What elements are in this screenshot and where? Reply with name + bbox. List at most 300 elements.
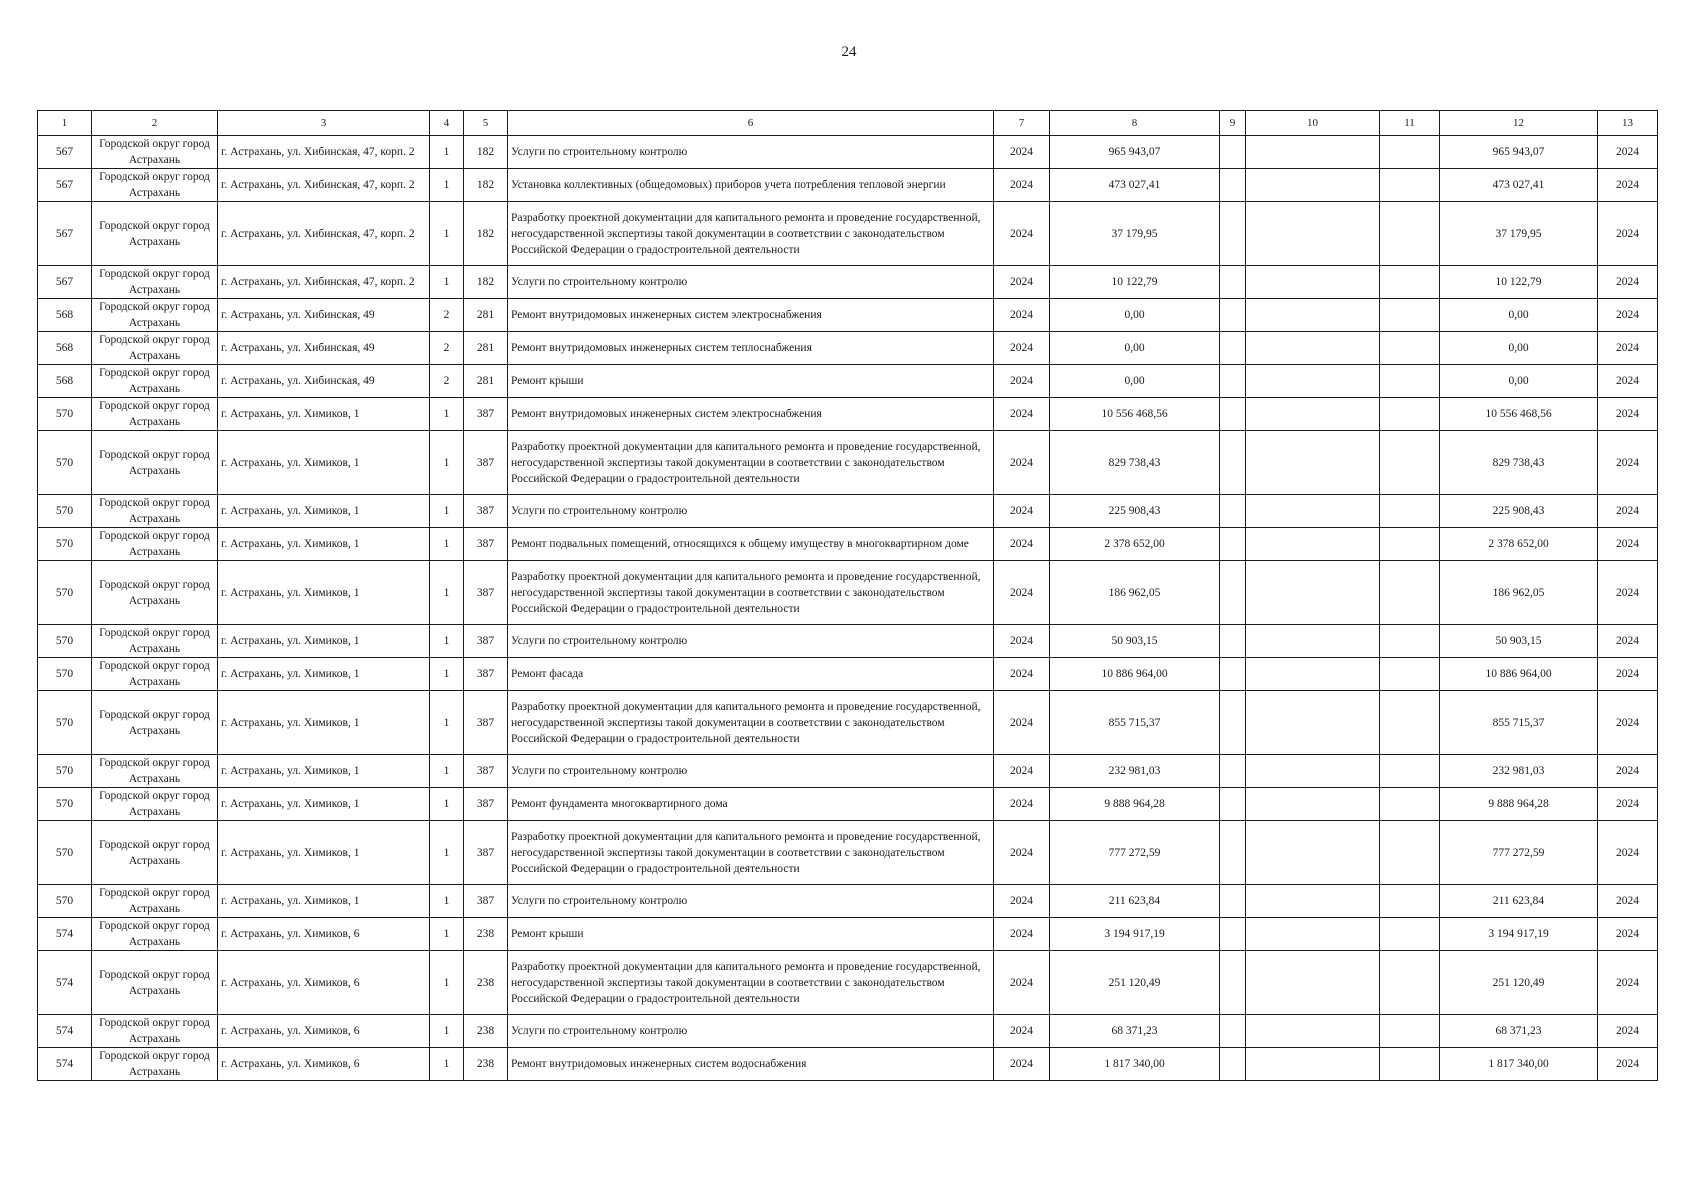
year-cell: 2024	[994, 398, 1050, 431]
cost-cell: 777 272,59	[1050, 821, 1220, 885]
table-row	[38, 918, 1658, 951]
column-10-cell	[1246, 951, 1380, 1015]
column-5-cell: 238	[464, 918, 508, 951]
column-10-cell	[1246, 169, 1380, 202]
municipality-cell: Городской округ город Астрахань	[92, 266, 218, 299]
row-number: 570	[38, 885, 92, 918]
completion-year-cell: 2024	[1598, 1048, 1658, 1081]
municipality-cell: Городской округ город Астрахань	[92, 691, 218, 755]
work-type-cell: Разработку проектной документации для капитального ремонта и проведение государственной, негосударственной экспертизы такой документации в соответствии с законодательством Российской Федерации о градостроительной деятельности	[508, 202, 994, 266]
column-9-cell	[1220, 431, 1246, 495]
address-cell: г. Астрахань, ул. Химиков, 1	[218, 495, 430, 528]
column-4-cell: 1	[430, 788, 464, 821]
column-4-cell: 1	[430, 1015, 464, 1048]
column-4-cell: 1	[430, 528, 464, 561]
column-11-cell	[1380, 528, 1440, 561]
row-number: 570	[38, 658, 92, 691]
work-type-cell: Разработку проектной документации для капитального ремонта и проведение государственной, негосударственной экспертизы такой документации в соответствии с законодательством Российской Федерации о градостроительной деятельности	[508, 691, 994, 755]
address-cell: г. Астрахань, ул. Химиков, 6	[218, 1015, 430, 1048]
work-type-cell: Ремонт внутридомовых инженерных систем электроснабжения	[508, 398, 994, 431]
cost-cell: 225 908,43	[1050, 495, 1220, 528]
municipality-cell: Городской округ город Астрахань	[92, 365, 218, 398]
work-type-cell: Ремонт внутридомовых инженерных систем электроснабжения	[508, 299, 994, 332]
row-number: 570	[38, 561, 92, 625]
column-10-cell	[1246, 885, 1380, 918]
cost-cell: 855 715,37	[1050, 691, 1220, 755]
total-cell: 473 027,41	[1440, 169, 1598, 202]
year-cell: 2024	[994, 918, 1050, 951]
total-cell: 9 888 964,28	[1440, 788, 1598, 821]
row-number: 570	[38, 788, 92, 821]
total-cell: 829 738,43	[1440, 431, 1598, 495]
column-5-cell: 238	[464, 951, 508, 1015]
column-4-cell: 1	[430, 202, 464, 266]
table-row	[38, 202, 1658, 266]
column-9-cell	[1220, 951, 1246, 1015]
column-10-cell	[1246, 332, 1380, 365]
cost-cell: 50 903,15	[1050, 625, 1220, 658]
table-row	[38, 398, 1658, 431]
municipality-cell: Городской округ город Астрахань	[92, 299, 218, 332]
column-5-cell: 182	[464, 266, 508, 299]
column-9-cell	[1220, 169, 1246, 202]
table-row	[38, 1048, 1658, 1081]
row-number: 574	[38, 1048, 92, 1081]
cost-cell: 251 120,49	[1050, 951, 1220, 1015]
column-11-cell	[1380, 821, 1440, 885]
work-type-cell: Услуги по строительному контролю	[508, 885, 994, 918]
row-number: 570	[38, 431, 92, 495]
total-cell: 225 908,43	[1440, 495, 1598, 528]
column-5-cell: 387	[464, 691, 508, 755]
row-number: 570	[38, 398, 92, 431]
work-type-cell: Разработку проектной документации для капитального ремонта и проведение государственной, негосударственной экспертизы такой документации в соответствии с законодательством Российской Федерации о градостроительной деятельности	[508, 431, 994, 495]
column-10-cell	[1246, 788, 1380, 821]
row-number: 570	[38, 625, 92, 658]
row-number: 567	[38, 202, 92, 266]
column-10-cell	[1246, 821, 1380, 885]
table-row	[38, 658, 1658, 691]
work-type-cell: Разработку проектной документации для капитального ремонта и проведение государственной, негосударственной экспертизы такой документации в соответствии с законодательством Российской Федерации о градостроительной деятельности	[508, 951, 994, 1015]
cost-cell: 10 556 468,56	[1050, 398, 1220, 431]
column-11-cell	[1380, 136, 1440, 169]
column-11-cell	[1380, 431, 1440, 495]
municipality-cell: Городской округ город Астрахань	[92, 885, 218, 918]
year-cell: 2024	[994, 691, 1050, 755]
column-9-cell	[1220, 1015, 1246, 1048]
cost-cell: 965 943,07	[1050, 136, 1220, 169]
column-header: 7	[994, 111, 1050, 136]
municipality-cell: Городской округ город Астрахань	[92, 658, 218, 691]
total-cell: 0,00	[1440, 365, 1598, 398]
column-11-cell	[1380, 691, 1440, 755]
column-4-cell: 1	[430, 951, 464, 1015]
column-header: 12	[1440, 111, 1598, 136]
total-cell: 10 556 468,56	[1440, 398, 1598, 431]
year-cell: 2024	[994, 625, 1050, 658]
year-cell: 2024	[994, 821, 1050, 885]
cost-cell: 3 194 917,19	[1050, 918, 1220, 951]
cost-cell: 186 962,05	[1050, 561, 1220, 625]
column-5-cell: 182	[464, 202, 508, 266]
row-number: 574	[38, 918, 92, 951]
column-5-cell: 182	[464, 136, 508, 169]
column-4-cell: 2	[430, 365, 464, 398]
row-number: 570	[38, 755, 92, 788]
column-4-cell: 1	[430, 691, 464, 755]
completion-year-cell: 2024	[1598, 561, 1658, 625]
cost-cell: 0,00	[1050, 299, 1220, 332]
column-4-cell: 1	[430, 169, 464, 202]
municipality-cell: Городской округ город Астрахань	[92, 332, 218, 365]
row-number: 570	[38, 691, 92, 755]
column-5-cell: 387	[464, 788, 508, 821]
year-cell: 2024	[994, 495, 1050, 528]
total-cell: 211 623,84	[1440, 885, 1598, 918]
table-row	[38, 885, 1658, 918]
table-row	[38, 332, 1658, 365]
address-cell: г. Астрахань, ул. Химиков, 1	[218, 625, 430, 658]
column-5-cell: 387	[464, 885, 508, 918]
column-10-cell	[1246, 625, 1380, 658]
address-cell: г. Астрахань, ул. Химиков, 1	[218, 561, 430, 625]
column-11-cell	[1380, 495, 1440, 528]
table-row	[38, 365, 1658, 398]
address-cell: г. Астрахань, ул. Химиков, 6	[218, 1048, 430, 1081]
column-header: 8	[1050, 111, 1220, 136]
column-4-cell: 1	[430, 885, 464, 918]
work-type-cell: Ремонт крыши	[508, 365, 994, 398]
total-cell: 232 981,03	[1440, 755, 1598, 788]
column-9-cell	[1220, 136, 1246, 169]
municipality-cell: Городской округ город Астрахань	[92, 788, 218, 821]
column-9-cell	[1220, 299, 1246, 332]
municipality-cell: Городской округ город Астрахань	[92, 918, 218, 951]
work-type-cell: Услуги по строительному контролю	[508, 266, 994, 299]
work-type-cell: Ремонт подвальных помещений, относящихся к общему имуществу в многоквартирном доме	[508, 528, 994, 561]
municipality-cell: Городской округ город Астрахань	[92, 169, 218, 202]
completion-year-cell: 2024	[1598, 951, 1658, 1015]
year-cell: 2024	[994, 365, 1050, 398]
cost-cell: 10 886 964,00	[1050, 658, 1220, 691]
total-cell: 855 715,37	[1440, 691, 1598, 755]
total-cell: 1 817 340,00	[1440, 1048, 1598, 1081]
table-row	[38, 1015, 1658, 1048]
total-cell: 68 371,23	[1440, 1015, 1598, 1048]
column-9-cell	[1220, 788, 1246, 821]
column-4-cell: 1	[430, 431, 464, 495]
column-10-cell	[1246, 495, 1380, 528]
completion-year-cell: 2024	[1598, 495, 1658, 528]
work-type-cell: Ремонт крыши	[508, 918, 994, 951]
page-number: 24	[841, 44, 857, 60]
municipality-cell: Городской округ город Астрахань	[92, 202, 218, 266]
address-cell: г. Астрахань, ул. Химиков, 1	[218, 755, 430, 788]
table-row	[38, 691, 1658, 755]
table-header-row	[38, 111, 1658, 136]
cost-cell: 1 817 340,00	[1050, 1048, 1220, 1081]
column-11-cell	[1380, 918, 1440, 951]
municipality-cell: Городской округ город Астрахань	[92, 561, 218, 625]
column-5-cell: 281	[464, 365, 508, 398]
column-11-cell	[1380, 625, 1440, 658]
address-cell: г. Астрахань, ул. Хибинская, 47, корп. 2	[218, 169, 430, 202]
column-header: 4	[430, 111, 464, 136]
column-4-cell: 1	[430, 821, 464, 885]
total-cell: 777 272,59	[1440, 821, 1598, 885]
address-cell: г. Астрахань, ул. Химиков, 1	[218, 788, 430, 821]
column-5-cell: 387	[464, 495, 508, 528]
address-cell: г. Астрахань, ул. Химиков, 1	[218, 885, 430, 918]
municipality-cell: Городской округ город Астрахань	[92, 625, 218, 658]
column-9-cell	[1220, 332, 1246, 365]
column-10-cell	[1246, 1048, 1380, 1081]
column-header: 3	[218, 111, 430, 136]
column-11-cell	[1380, 169, 1440, 202]
column-9-cell	[1220, 885, 1246, 918]
cost-cell: 2 378 652,00	[1050, 528, 1220, 561]
column-header: 5	[464, 111, 508, 136]
column-5-cell: 387	[464, 821, 508, 885]
column-5-cell: 387	[464, 658, 508, 691]
work-type-cell: Услуги по строительному контролю	[508, 495, 994, 528]
year-cell: 2024	[994, 528, 1050, 561]
column-5-cell: 387	[464, 625, 508, 658]
year-cell: 2024	[994, 169, 1050, 202]
column-9-cell	[1220, 561, 1246, 625]
completion-year-cell: 2024	[1598, 755, 1658, 788]
column-4-cell: 1	[430, 398, 464, 431]
year-cell: 2024	[994, 299, 1050, 332]
completion-year-cell: 2024	[1598, 885, 1658, 918]
cost-cell: 829 738,43	[1050, 431, 1220, 495]
total-cell: 2 378 652,00	[1440, 528, 1598, 561]
cost-cell: 0,00	[1050, 332, 1220, 365]
cost-cell: 37 179,95	[1050, 202, 1220, 266]
completion-year-cell: 2024	[1598, 266, 1658, 299]
column-10-cell	[1246, 202, 1380, 266]
column-4-cell: 1	[430, 625, 464, 658]
address-cell: г. Астрахань, ул. Химиков, 1	[218, 821, 430, 885]
table-row	[38, 136, 1658, 169]
column-11-cell	[1380, 398, 1440, 431]
column-4-cell: 1	[430, 1048, 464, 1081]
row-number: 567	[38, 136, 92, 169]
work-type-cell: Ремонт внутридомовых инженерных систем теплоснабжения	[508, 332, 994, 365]
year-cell: 2024	[994, 658, 1050, 691]
column-4-cell: 1	[430, 561, 464, 625]
completion-year-cell: 2024	[1598, 136, 1658, 169]
table-row	[38, 528, 1658, 561]
column-9-cell	[1220, 755, 1246, 788]
column-4-cell: 2	[430, 332, 464, 365]
address-cell: г. Астрахань, ул. Хибинская, 49	[218, 332, 430, 365]
address-cell: г. Астрахань, ул. Хибинская, 47, корп. 2	[218, 266, 430, 299]
column-4-cell: 1	[430, 658, 464, 691]
column-header: 6	[508, 111, 994, 136]
column-4-cell: 1	[430, 755, 464, 788]
column-4-cell: 1	[430, 918, 464, 951]
address-cell: г. Астрахань, ул. Хибинская, 49	[218, 365, 430, 398]
column-4-cell: 2	[430, 299, 464, 332]
column-9-cell	[1220, 528, 1246, 561]
completion-year-cell: 2024	[1598, 528, 1658, 561]
column-11-cell	[1380, 788, 1440, 821]
municipality-cell: Городской округ город Астрахань	[92, 1015, 218, 1048]
year-cell: 2024	[994, 136, 1050, 169]
address-cell: г. Астрахань, ул. Хибинская, 47, корп. 2	[218, 136, 430, 169]
completion-year-cell: 2024	[1598, 202, 1658, 266]
work-type-cell: Ремонт внутридомовых инженерных систем водоснабжения	[508, 1048, 994, 1081]
row-number: 570	[38, 821, 92, 885]
completion-year-cell: 2024	[1598, 625, 1658, 658]
total-cell: 186 962,05	[1440, 561, 1598, 625]
table-row	[38, 266, 1658, 299]
column-9-cell	[1220, 691, 1246, 755]
column-10-cell	[1246, 528, 1380, 561]
column-10-cell	[1246, 561, 1380, 625]
work-type-cell: Услуги по строительному контролю	[508, 136, 994, 169]
column-11-cell	[1380, 951, 1440, 1015]
work-type-cell: Разработку проектной документации для капитального ремонта и проведение государственной, негосударственной экспертизы такой документации в соответствии с законодательством Российской Федерации о градостроительной деятельности	[508, 821, 994, 885]
row-number: 574	[38, 1015, 92, 1048]
year-cell: 2024	[994, 1048, 1050, 1081]
completion-year-cell: 2024	[1598, 1015, 1658, 1048]
total-cell: 37 179,95	[1440, 202, 1598, 266]
table-row	[38, 495, 1658, 528]
row-number: 570	[38, 495, 92, 528]
column-4-cell: 1	[430, 136, 464, 169]
column-header: 13	[1598, 111, 1658, 136]
completion-year-cell: 2024	[1598, 658, 1658, 691]
table-row	[38, 299, 1658, 332]
table-row	[38, 431, 1658, 495]
completion-year-cell: 2024	[1598, 365, 1658, 398]
municipality-cell: Городской округ город Астрахань	[92, 136, 218, 169]
total-cell: 0,00	[1440, 299, 1598, 332]
cost-cell: 232 981,03	[1050, 755, 1220, 788]
column-9-cell	[1220, 266, 1246, 299]
column-11-cell	[1380, 561, 1440, 625]
address-cell: г. Астрахань, ул. Хибинская, 49	[218, 299, 430, 332]
address-cell: г. Астрахань, ул. Химиков, 6	[218, 951, 430, 1015]
work-type-cell: Разработку проектной документации для капитального ремонта и проведение государственной, негосударственной экспертизы такой документации в соответствии с законодательством Российской Федерации о градостроительной деятельности	[508, 561, 994, 625]
cost-cell: 0,00	[1050, 365, 1220, 398]
column-10-cell	[1246, 299, 1380, 332]
column-9-cell	[1220, 202, 1246, 266]
address-cell: г. Астрахань, ул. Химиков, 1	[218, 658, 430, 691]
total-cell: 3 194 917,19	[1440, 918, 1598, 951]
completion-year-cell: 2024	[1598, 788, 1658, 821]
table-row	[38, 169, 1658, 202]
column-header: 1	[38, 111, 92, 136]
table-row	[38, 788, 1658, 821]
column-header: 10	[1246, 111, 1380, 136]
table-row	[38, 755, 1658, 788]
capital-repair-table	[37, 110, 1658, 1081]
column-9-cell	[1220, 821, 1246, 885]
total-cell: 50 903,15	[1440, 625, 1598, 658]
column-11-cell	[1380, 202, 1440, 266]
column-10-cell	[1246, 365, 1380, 398]
column-5-cell: 238	[464, 1015, 508, 1048]
column-5-cell: 238	[464, 1048, 508, 1081]
year-cell: 2024	[994, 951, 1050, 1015]
year-cell: 2024	[994, 266, 1050, 299]
completion-year-cell: 2024	[1598, 821, 1658, 885]
column-10-cell	[1246, 431, 1380, 495]
column-header: 2	[92, 111, 218, 136]
total-cell: 965 943,07	[1440, 136, 1598, 169]
year-cell: 2024	[994, 788, 1050, 821]
column-10-cell	[1246, 755, 1380, 788]
column-5-cell: 182	[464, 169, 508, 202]
column-9-cell	[1220, 398, 1246, 431]
table-row	[38, 625, 1658, 658]
column-10-cell	[1246, 658, 1380, 691]
address-cell: г. Астрахань, ул. Химиков, 6	[218, 918, 430, 951]
column-5-cell: 387	[464, 528, 508, 561]
column-9-cell	[1220, 365, 1246, 398]
completion-year-cell: 2024	[1598, 918, 1658, 951]
cost-cell: 473 027,41	[1050, 169, 1220, 202]
table-row	[38, 821, 1658, 885]
column-11-cell	[1380, 1015, 1440, 1048]
row-number: 568	[38, 365, 92, 398]
completion-year-cell: 2024	[1598, 398, 1658, 431]
cost-cell: 211 623,84	[1050, 885, 1220, 918]
column-5-cell: 281	[464, 299, 508, 332]
municipality-cell: Городской округ город Астрахань	[92, 1048, 218, 1081]
row-number: 567	[38, 266, 92, 299]
table-row	[38, 951, 1658, 1015]
column-5-cell: 387	[464, 561, 508, 625]
column-5-cell: 387	[464, 755, 508, 788]
column-10-cell	[1246, 918, 1380, 951]
column-11-cell	[1380, 1048, 1440, 1081]
column-11-cell	[1380, 365, 1440, 398]
column-5-cell: 387	[464, 398, 508, 431]
year-cell: 2024	[994, 431, 1050, 495]
column-10-cell	[1246, 691, 1380, 755]
total-cell: 251 120,49	[1440, 951, 1598, 1015]
work-type-cell: Ремонт фасада	[508, 658, 994, 691]
column-10-cell	[1246, 398, 1380, 431]
column-9-cell	[1220, 1048, 1246, 1081]
column-10-cell	[1246, 266, 1380, 299]
year-cell: 2024	[994, 885, 1050, 918]
address-cell: г. Астрахань, ул. Химиков, 1	[218, 691, 430, 755]
work-type-cell: Установка коллективных (общедомовых) приборов учета потребления тепловой энергии	[508, 169, 994, 202]
column-4-cell: 1	[430, 495, 464, 528]
column-4-cell: 1	[430, 266, 464, 299]
year-cell: 2024	[994, 755, 1050, 788]
completion-year-cell: 2024	[1598, 332, 1658, 365]
municipality-cell: Городской округ город Астрахань	[92, 495, 218, 528]
municipality-cell: Городской округ город Астрахань	[92, 398, 218, 431]
column-11-cell	[1380, 266, 1440, 299]
year-cell: 2024	[994, 202, 1050, 266]
work-type-cell: Ремонт фундамента многоквартирного дома	[508, 788, 994, 821]
column-header: 9	[1220, 111, 1246, 136]
row-number: 568	[38, 299, 92, 332]
completion-year-cell: 2024	[1598, 691, 1658, 755]
row-number: 570	[38, 528, 92, 561]
column-10-cell	[1246, 1015, 1380, 1048]
cost-cell: 68 371,23	[1050, 1015, 1220, 1048]
column-10-cell	[1246, 136, 1380, 169]
table-row	[38, 561, 1658, 625]
